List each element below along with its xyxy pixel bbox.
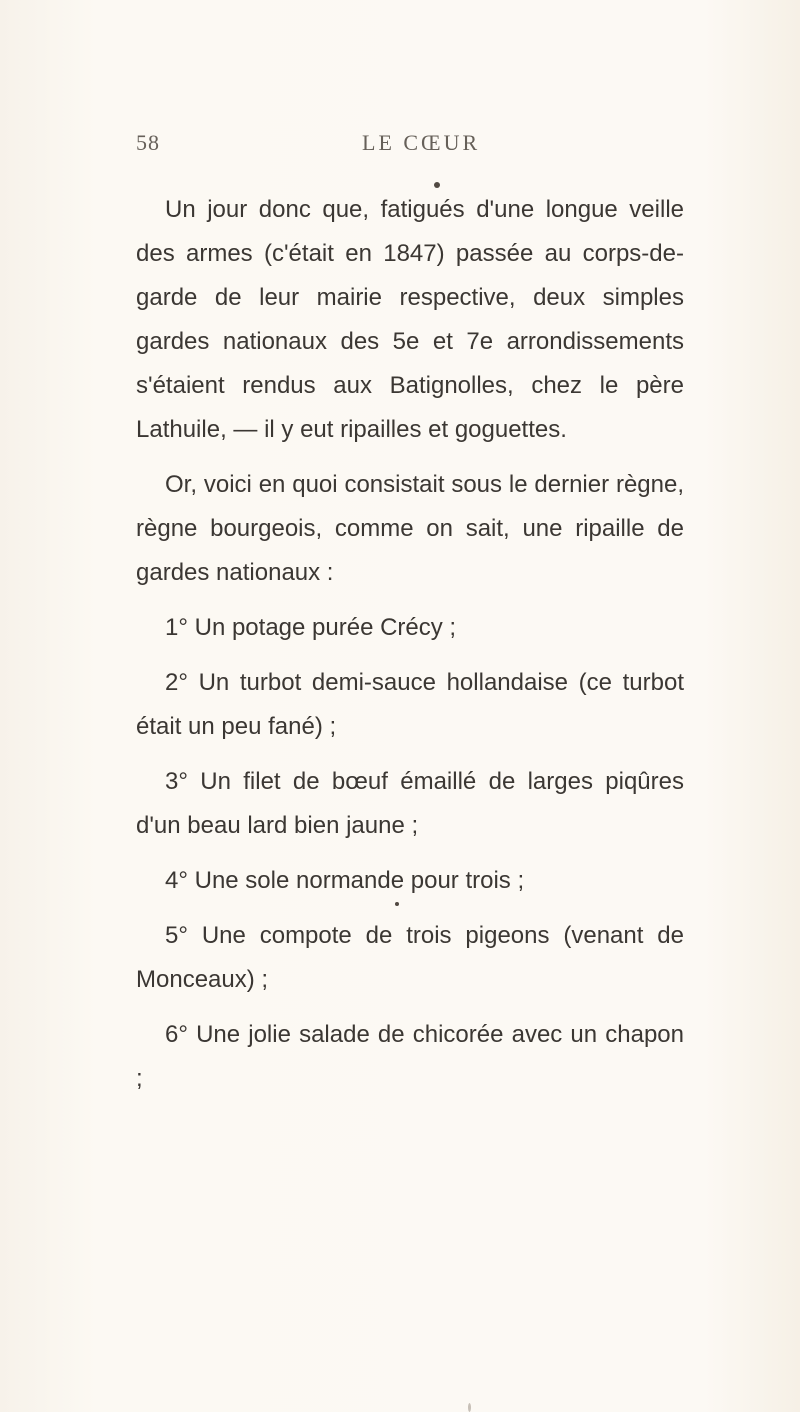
paragraph-1: Un jour donc que, fatigués d'une longue veille des armes (c'était en 1847) passée au corps-de-garde de leur mairie respective, deux simples gardes nationaux des 5e et 7e arrondissements s'étaient rendus aux Batignolles, chez le père Lathuile, — il y eut ripailles et goguettes. (136, 196, 684, 443)
menu-item-2: 2° Un turbot demi-sauce hollandaise (ce turbot était un peu fané) ; (136, 669, 684, 740)
paragraph-2: Or, voici en quoi consistait sous le dernier règne, règne bourgeois, comme on sait, une ripaille de gardes nationaux : (136, 471, 684, 586)
running-head: LE CŒUR (362, 130, 481, 155)
page-header (136, 130, 680, 160)
menu-item-1: 1° Un potage purée Crécy ; (165, 614, 457, 641)
menu-item-5: 5° Une compote de trois pigeons (venant de Monceaux) ; (136, 922, 684, 993)
ink-speck (468, 1403, 471, 1412)
menu-item-4: 4° Une sole normande pour trois ; (165, 867, 525, 894)
page-number: 58 (136, 130, 160, 155)
menu-item-6: 6° Une jolie salade de chicorée avec un chapon ; (136, 1021, 684, 1092)
menu-item-3: 3° Un filet de bœuf émaillé de larges piqûres d'un beau lard bien jaune ; (136, 768, 684, 839)
page-body (136, 188, 684, 1101)
